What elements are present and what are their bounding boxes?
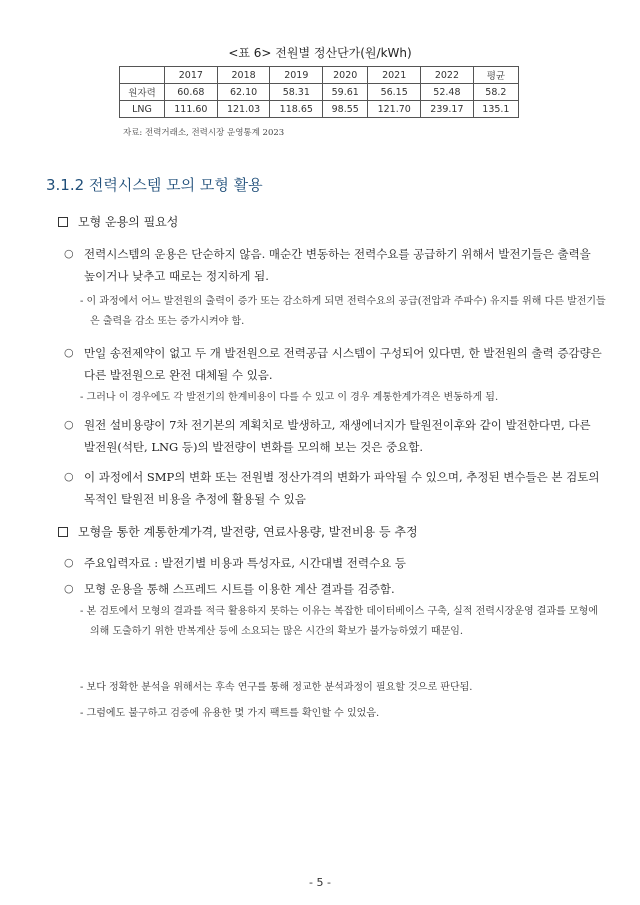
table-row-label: LNG (120, 101, 165, 118)
table-header-row (120, 67, 519, 84)
bullet-item (64, 466, 604, 510)
bullet-item (64, 552, 604, 574)
dash-text: - 그러나 이 경우에도 각 발전기의 한계비용이 다를 수 있고 이 경우 계통한계가격은 변동하게 됨. (80, 392, 499, 403)
dash-item (80, 388, 606, 408)
table-header-cell (120, 67, 165, 84)
table-cell: 239.17 (421, 101, 474, 118)
circle-bullet-icon: ○ (64, 470, 74, 483)
table-cell: 58.2 (473, 84, 518, 101)
dash-text: - 보다 정확한 분석을 위해서는 후속 연구를 통해 정교한 분석과정이 필요할 것으로 판단됨. (80, 682, 473, 693)
table-header-cell: 2019 (270, 67, 323, 84)
table-header-cell: 2018 (217, 67, 270, 84)
dash-item (80, 292, 606, 332)
table-header-cell: 2017 (165, 67, 218, 84)
table-cell: 56.15 (368, 84, 421, 101)
table-cell: 121.03 (217, 101, 270, 118)
table-caption: <표 6> 전원별 정산단가(원/kWh) (228, 46, 412, 60)
table-cell: 121.70 (368, 101, 421, 118)
bullet-text: 만일 송전제약이 없고 두 개 발전원으로 전력공급 시스템이 구성되어 있다면, 한 발전원의 출력 증감량은 다른 발전원으로 완전 대체될 수 있음. (84, 346, 602, 382)
dash-item (80, 602, 606, 642)
circle-bullet-icon: ○ (64, 346, 74, 359)
table-cell: 98.55 (323, 101, 368, 118)
subsection-heading (58, 213, 178, 230)
bullet-text: 원전 설비용량이 7차 전기본의 계획치로 발생하고, 재생에너지가 탈원전이후와 같이 발전한다면, 다른 발전원(석탄, LNG 등)의 발전량이 변화를 모의해 보는 것은 중요함. (84, 418, 591, 454)
subsection-heading-text: 모형을 통한 계통한계가격, 발전량, 연료사용량, 발전비용 등 추정 (78, 525, 418, 539)
dash-item (80, 704, 606, 724)
bullet-text: 이 과정에서 SMP의 변화 또는 전원별 정산가격의 변화가 파악될 수 있으며, 추정된 변수들은 본 검토의 목적인 탈원전 비용을 추정에 활용될 수 있음 (84, 470, 600, 506)
bullet-item (64, 342, 604, 386)
settlement-price-table (119, 66, 519, 118)
square-bullet-icon (58, 527, 68, 537)
bullet-item (64, 578, 604, 600)
table-row-label: 원자력 (120, 84, 165, 101)
bullet-item (64, 414, 604, 458)
subsection-heading-text: 모형 운용의 필요성 (78, 215, 179, 229)
subsection-heading (58, 523, 418, 540)
dash-text: - 본 검토에서 모형의 결과를 적극 활용하지 못하는 이유는 복잡한 데이터베이스 구축, 실적 전력시장운영 결과를 모형에 의해 도출하기 위한 반복계산 등에 소요되는 많은 시간의 확보가 불가능하였기 때문임. (80, 606, 598, 637)
table-header-cell: 평균 (473, 67, 518, 84)
table-header-cell: 2021 (368, 67, 421, 84)
table-row (120, 101, 519, 118)
dash-text: - 이 과정에서 어느 발전원의 출력이 증가 또는 감소하게 되면 전력수요의 공급(전압과 주파수) 유지를 위해 다른 발전기들은 출력을 감소 또는 증가시켜야 함. (80, 296, 606, 327)
table-cell: 52.48 (421, 84, 474, 101)
circle-bullet-icon: ○ (64, 418, 74, 431)
table-cell: 135.1 (473, 101, 518, 118)
square-bullet-icon (58, 217, 68, 227)
page-number: - 5 - (309, 876, 331, 889)
table-header-cell: 2020 (323, 67, 368, 84)
bullet-text: 주요입력자료 : 발전기별 비용과 특성자료, 시간대별 전력수요 등 (84, 556, 406, 570)
dash-text: - 그럼에도 불구하고 검증에 유용한 몇 가지 팩트를 확인할 수 있었음. (80, 708, 380, 719)
circle-bullet-icon: ○ (64, 556, 74, 569)
circle-bullet-icon: ○ (64, 582, 74, 595)
dash-item (80, 678, 606, 698)
table-header-cell: 2022 (421, 67, 474, 84)
table-cell: 60.68 (165, 84, 218, 101)
table-cell: 111.60 (165, 101, 218, 118)
bullet-text: 전력시스템의 운용은 단순하지 않음. 매순간 변동하는 전력수요를 공급하기 위해서 발전기들은 출력을 높이거나 낮추고 때로는 정지하게 됨. (84, 247, 591, 283)
circle-bullet-icon: ○ (64, 247, 74, 260)
section-title: 3.1.2 전력시스템 모의 모형 활용 (46, 176, 263, 194)
table-cell: 58.31 (270, 84, 323, 101)
table-cell: 118.65 (270, 101, 323, 118)
table-cell: 59.61 (323, 84, 368, 101)
bullet-item (64, 243, 604, 287)
table-source-note: 자료: 전력거래소, 전력시장 운영통계 2023 (123, 128, 285, 138)
table-cell: 62.10 (217, 84, 270, 101)
bullet-text: 모형 운용을 통해 스프레드 시트를 이용한 계산 결과를 검증함. (84, 582, 395, 596)
table-row (120, 84, 519, 101)
